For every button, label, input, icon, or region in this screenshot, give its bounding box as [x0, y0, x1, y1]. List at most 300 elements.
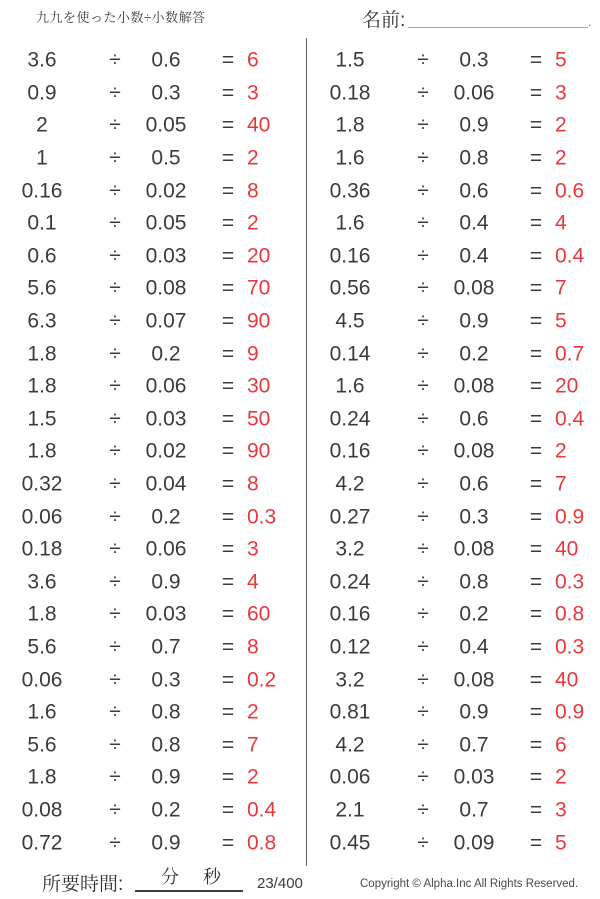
divisor-value: 0.8: [151, 700, 181, 724]
divide-symbol: ÷: [417, 505, 429, 529]
answer-value: 60: [247, 602, 271, 626]
answer-value: 0.3: [247, 505, 277, 529]
answer-value: 0.8: [555, 602, 585, 626]
divisor-value: 0.9: [151, 831, 181, 855]
problem-row: [308, 436, 600, 469]
equals-symbol: =: [221, 733, 235, 757]
divisor-value: 0.2: [151, 505, 181, 529]
divide-symbol: ÷: [417, 244, 429, 268]
divide-symbol: ÷: [417, 276, 429, 300]
seconds-unit-label: 秒: [203, 867, 221, 887]
dividend-value: 0.24: [329, 570, 371, 594]
divisor-value: 0.6: [459, 179, 489, 203]
divisor-value: 0.05: [145, 211, 187, 235]
divisor-value: 0.9: [151, 765, 181, 789]
answer-value: 5: [555, 831, 567, 855]
equals-symbol: =: [529, 244, 543, 268]
equals-symbol: =: [221, 114, 235, 138]
elapsed-time-input-line: [135, 869, 243, 892]
answer-value: 4: [247, 570, 259, 594]
dividend-value: 0.27: [329, 505, 371, 529]
equals-symbol: =: [529, 472, 543, 496]
problem-row: [0, 729, 306, 762]
dividend-value: 0.9: [27, 81, 57, 105]
name-label: 名前:: [362, 10, 406, 31]
divisor-value: 0.04: [145, 472, 187, 496]
answer-value: 40: [555, 668, 579, 692]
equals-symbol: =: [221, 472, 235, 496]
divide-symbol: ÷: [109, 472, 121, 496]
answer-value: 4: [555, 211, 567, 235]
dividend-value: 0.08: [21, 798, 63, 822]
divide-symbol: ÷: [417, 342, 429, 366]
equals-symbol: =: [221, 570, 235, 594]
divide-symbol: ÷: [417, 407, 429, 431]
equals-symbol: =: [221, 505, 235, 529]
answer-value: 0.4: [555, 244, 585, 268]
answer-value: 0.7: [555, 342, 585, 366]
dividend-value: 1.5: [335, 48, 365, 72]
divisor-value: 0.08: [453, 374, 495, 398]
divide-symbol: ÷: [417, 211, 429, 235]
answer-value: 40: [555, 537, 579, 561]
divisor-value: 0.06: [453, 81, 495, 105]
divisor-value: 0.03: [453, 765, 495, 789]
answer-value: 2: [247, 146, 259, 170]
equals-symbol: =: [529, 374, 543, 398]
divisor-value: 0.7: [151, 635, 181, 659]
divisor-value: 0.09: [453, 831, 495, 855]
dividend-value: 1.8: [27, 439, 57, 463]
problem-row: [308, 45, 600, 78]
answer-value: 5: [555, 309, 567, 333]
problem-row: [0, 534, 306, 567]
problem-row: [308, 110, 600, 143]
divide-symbol: ÷: [109, 798, 121, 822]
problem-row: [0, 795, 306, 828]
equals-symbol: =: [529, 342, 543, 366]
divisor-value: 0.5: [151, 146, 181, 170]
dividend-value: 0.16: [21, 179, 63, 203]
problem-row: [308, 404, 600, 437]
dividend-value: 0.14: [329, 342, 371, 366]
answer-value: 2: [247, 700, 259, 724]
equals-symbol: =: [529, 602, 543, 626]
divisor-value: 0.02: [145, 439, 187, 463]
answer-value: 20: [247, 244, 271, 268]
equals-symbol: =: [221, 765, 235, 789]
dividend-value: 2: [36, 114, 48, 138]
problem-row: [0, 632, 306, 665]
divisor-value: 0.2: [459, 602, 489, 626]
answer-value: 0.4: [247, 798, 277, 822]
divisor-value: 0.3: [459, 505, 489, 529]
dividend-value: 1.6: [27, 700, 57, 724]
divisor-value: 0.7: [459, 733, 489, 757]
divisor-value: 0.06: [145, 537, 187, 561]
divisor-value: 0.9: [459, 309, 489, 333]
equals-symbol: =: [221, 309, 235, 333]
problem-row: [0, 45, 306, 78]
problem-row: [0, 175, 306, 208]
problem-row: [308, 599, 600, 632]
problem-row: [0, 338, 306, 371]
answer-value: 0.4: [555, 407, 585, 431]
problem-row: [308, 501, 600, 534]
equals-symbol: =: [529, 537, 543, 561]
dividend-value: 4.2: [335, 733, 365, 757]
problem-row: [0, 762, 306, 795]
dividend-value: 5.6: [27, 733, 57, 757]
equals-symbol: =: [221, 439, 235, 463]
equals-symbol: =: [221, 179, 235, 203]
divide-symbol: ÷: [417, 733, 429, 757]
dividend-value: 0.36: [329, 179, 371, 203]
problem-row: [0, 110, 306, 143]
divide-symbol: ÷: [109, 374, 121, 398]
divisor-value: 0.08: [453, 537, 495, 561]
equals-symbol: =: [221, 81, 235, 105]
problem-row: [308, 371, 600, 404]
equals-symbol: =: [529, 733, 543, 757]
problem-row: [308, 697, 600, 730]
name-line-end-dot: .: [588, 15, 592, 29]
dividend-value: 1.8: [27, 374, 57, 398]
problem-row: [308, 827, 600, 860]
equals-symbol: =: [221, 635, 235, 659]
dividend-value: 1.6: [335, 374, 365, 398]
divide-symbol: ÷: [417, 570, 429, 594]
equals-symbol: =: [221, 342, 235, 366]
answer-value: 70: [247, 276, 271, 300]
answer-value: 3: [247, 81, 259, 105]
dividend-value: 0.24: [329, 407, 371, 431]
divide-symbol: ÷: [109, 700, 121, 724]
divide-symbol: ÷: [109, 505, 121, 529]
equals-symbol: =: [529, 831, 543, 855]
answer-value: 8: [247, 472, 259, 496]
problem-row: [308, 143, 600, 176]
divide-symbol: ÷: [417, 831, 429, 855]
divisor-value: 0.9: [151, 570, 181, 594]
divide-symbol: ÷: [109, 831, 121, 855]
equals-symbol: =: [221, 668, 235, 692]
answer-value: 0.6: [555, 179, 585, 203]
problem-row: [0, 371, 306, 404]
divide-symbol: ÷: [109, 211, 121, 235]
divide-symbol: ÷: [109, 733, 121, 757]
problem-row: [0, 78, 306, 111]
divide-symbol: ÷: [109, 635, 121, 659]
problem-row: [0, 208, 306, 241]
divide-symbol: ÷: [417, 81, 429, 105]
divisor-value: 0.08: [453, 276, 495, 300]
dividend-value: 5.6: [27, 276, 57, 300]
problem-row: [0, 143, 306, 176]
divide-symbol: ÷: [417, 146, 429, 170]
answer-value: 7: [555, 472, 567, 496]
problem-row: [308, 795, 600, 828]
divisor-value: 0.03: [145, 602, 187, 626]
divide-symbol: ÷: [417, 537, 429, 561]
dividend-value: 0.06: [21, 505, 63, 529]
answer-value: 7: [247, 733, 259, 757]
dividend-value: 1.8: [27, 765, 57, 789]
problem-row: [0, 827, 306, 860]
equals-symbol: =: [529, 179, 543, 203]
dividend-value: 0.06: [329, 765, 371, 789]
divisor-value: 0.2: [151, 798, 181, 822]
divide-symbol: ÷: [417, 668, 429, 692]
equals-symbol: =: [529, 570, 543, 594]
divisor-value: 0.6: [459, 407, 489, 431]
dividend-value: 1.6: [335, 211, 365, 235]
equals-symbol: =: [221, 146, 235, 170]
equals-symbol: =: [221, 211, 235, 235]
answer-value: 8: [247, 179, 259, 203]
divisor-value: 0.6: [459, 472, 489, 496]
dividend-value: 0.32: [21, 472, 63, 496]
answer-value: 3: [555, 81, 567, 105]
dividend-value: 3.2: [335, 668, 365, 692]
divide-symbol: ÷: [109, 668, 121, 692]
divide-symbol: ÷: [417, 114, 429, 138]
divisor-value: 0.2: [151, 342, 181, 366]
equals-symbol: =: [221, 831, 235, 855]
equals-symbol: =: [529, 439, 543, 463]
dividend-value: 2.1: [335, 798, 365, 822]
dividend-value: 1.5: [27, 407, 57, 431]
answer-value: 6: [247, 48, 259, 72]
divisor-value: 0.08: [453, 668, 495, 692]
divide-symbol: ÷: [417, 439, 429, 463]
dividend-value: 1.8: [335, 114, 365, 138]
problem-row: [0, 697, 306, 730]
dividend-value: 1.8: [27, 602, 57, 626]
divisor-value: 0.07: [145, 309, 187, 333]
dividend-value: 1.8: [27, 342, 57, 366]
problem-row: [308, 338, 600, 371]
dividend-value: 5.6: [27, 635, 57, 659]
answer-value: 2: [247, 211, 259, 235]
page-number: 23/400: [257, 875, 303, 892]
dividend-value: 0.16: [329, 439, 371, 463]
divide-symbol: ÷: [417, 374, 429, 398]
dividend-value: 0.56: [329, 276, 371, 300]
divide-symbol: ÷: [417, 309, 429, 333]
answer-value: 2: [555, 114, 567, 138]
problem-row: [0, 664, 306, 697]
dividend-value: 3.6: [27, 570, 57, 594]
divisor-value: 0.7: [459, 798, 489, 822]
problem-row: [308, 567, 600, 600]
dividend-value: 1: [36, 146, 48, 170]
answer-value: 2: [555, 146, 567, 170]
equals-symbol: =: [221, 276, 235, 300]
equals-symbol: =: [221, 48, 235, 72]
divisor-value: 0.3: [459, 48, 489, 72]
equals-symbol: =: [221, 602, 235, 626]
problem-row: [308, 175, 600, 208]
problems-column-left: [0, 45, 306, 860]
problem-row: [0, 599, 306, 632]
minutes-unit-label: 分: [161, 867, 179, 887]
equals-symbol: =: [529, 505, 543, 529]
dividend-value: 0.45: [329, 831, 371, 855]
divide-symbol: ÷: [109, 407, 121, 431]
divide-symbol: ÷: [417, 48, 429, 72]
problem-row: [0, 404, 306, 437]
problem-row: [308, 632, 600, 665]
problem-row: [0, 501, 306, 534]
answer-value: 0.9: [555, 700, 585, 724]
dividend-value: 0.12: [329, 635, 371, 659]
name-input-line: [408, 9, 588, 28]
divide-symbol: ÷: [109, 342, 121, 366]
divisor-value: 0.08: [145, 276, 187, 300]
answer-value: 5: [555, 48, 567, 72]
divisor-value: 0.6: [151, 48, 181, 72]
divide-symbol: ÷: [109, 276, 121, 300]
problem-row: [308, 534, 600, 567]
divide-symbol: ÷: [417, 179, 429, 203]
answer-value: 6: [555, 733, 567, 757]
divisor-value: 0.02: [145, 179, 187, 203]
divisor-value: 0.4: [459, 635, 489, 659]
problem-row: [308, 273, 600, 306]
divide-symbol: ÷: [417, 700, 429, 724]
answer-value: 2: [555, 439, 567, 463]
equals-symbol: =: [529, 798, 543, 822]
equals-symbol: =: [221, 244, 235, 268]
problem-row: [308, 241, 600, 274]
divisor-value: 0.03: [145, 244, 187, 268]
equals-symbol: =: [221, 537, 235, 561]
equals-symbol: =: [529, 635, 543, 659]
divide-symbol: ÷: [109, 602, 121, 626]
problem-row: [0, 273, 306, 306]
answer-value: 9: [247, 342, 259, 366]
column-divider: [306, 38, 307, 866]
dividend-value: 3.2: [335, 537, 365, 561]
problems-column-right: [308, 45, 600, 860]
answer-value: 90: [247, 309, 271, 333]
problem-row: [0, 241, 306, 274]
answer-value: 50: [247, 407, 271, 431]
answer-value: 0.8: [247, 831, 277, 855]
divide-symbol: ÷: [417, 602, 429, 626]
problem-row: [308, 469, 600, 502]
dividend-value: 0.16: [329, 244, 371, 268]
problem-row: [308, 664, 600, 697]
divisor-value: 0.3: [151, 668, 181, 692]
divide-symbol: ÷: [109, 114, 121, 138]
answer-value: 3: [555, 798, 567, 822]
divisor-value: 0.4: [459, 211, 489, 235]
dividend-value: 4.5: [335, 309, 365, 333]
dividend-value: 0.81: [329, 700, 371, 724]
divide-symbol: ÷: [109, 537, 121, 561]
divide-symbol: ÷: [109, 570, 121, 594]
divisor-value: 0.06: [145, 374, 187, 398]
equals-symbol: =: [529, 81, 543, 105]
divide-symbol: ÷: [109, 81, 121, 105]
answer-value: 0.3: [555, 635, 585, 659]
dividend-value: 0.6: [27, 244, 57, 268]
problem-row: [308, 208, 600, 241]
equals-symbol: =: [529, 146, 543, 170]
problem-row: [0, 469, 306, 502]
equals-symbol: =: [221, 407, 235, 431]
dividend-value: 4.2: [335, 472, 365, 496]
answer-value: 0.3: [555, 570, 585, 594]
answer-value: 90: [247, 439, 271, 463]
divisor-value: 0.8: [459, 570, 489, 594]
dividend-value: 0.06: [21, 668, 63, 692]
dividend-value: 0.72: [21, 831, 63, 855]
divisor-value: 0.8: [459, 146, 489, 170]
divisor-value: 0.9: [459, 114, 489, 138]
equals-symbol: =: [529, 668, 543, 692]
answer-value: 20: [555, 374, 579, 398]
equals-symbol: =: [529, 700, 543, 724]
divide-symbol: ÷: [109, 309, 121, 333]
answer-value: 0.2: [247, 668, 277, 692]
dividend-value: 0.1: [27, 211, 57, 235]
equals-symbol: =: [529, 765, 543, 789]
equals-symbol: =: [529, 309, 543, 333]
divisor-value: 0.2: [459, 342, 489, 366]
divisor-value: 0.3: [151, 81, 181, 105]
problem-row: [308, 306, 600, 339]
equals-symbol: =: [221, 374, 235, 398]
divisor-value: 0.8: [151, 733, 181, 757]
answer-value: 30: [247, 374, 271, 398]
problem-row: [308, 762, 600, 795]
answer-value: 8: [247, 635, 259, 659]
answer-value: 40: [247, 114, 271, 138]
divide-symbol: ÷: [417, 798, 429, 822]
problem-row: [0, 567, 306, 600]
divide-symbol: ÷: [109, 146, 121, 170]
divisor-value: 0.03: [145, 407, 187, 431]
equals-symbol: =: [221, 700, 235, 724]
divide-symbol: ÷: [109, 179, 121, 203]
problem-row: [308, 78, 600, 111]
divide-symbol: ÷: [417, 635, 429, 659]
problem-row: [308, 729, 600, 762]
divide-symbol: ÷: [417, 765, 429, 789]
page-title: 九九を使った小数÷小数解答: [36, 10, 206, 25]
answer-value: 2: [555, 765, 567, 789]
answer-value: 2: [247, 765, 259, 789]
equals-symbol: =: [529, 211, 543, 235]
dividend-value: 0.18: [329, 81, 371, 105]
divide-symbol: ÷: [109, 244, 121, 268]
divide-symbol: ÷: [417, 472, 429, 496]
divisor-value: 0.9: [459, 700, 489, 724]
dividend-value: 1.6: [335, 146, 365, 170]
elapsed-time-label: 所要時間:: [42, 874, 124, 895]
dividend-value: 3.6: [27, 48, 57, 72]
equals-symbol: =: [529, 114, 543, 138]
equals-symbol: =: [529, 48, 543, 72]
dividend-value: 0.18: [21, 537, 63, 561]
answer-value: 7: [555, 276, 567, 300]
equals-symbol: =: [529, 276, 543, 300]
dividend-value: 0.16: [329, 602, 371, 626]
divisor-value: 0.08: [453, 439, 495, 463]
